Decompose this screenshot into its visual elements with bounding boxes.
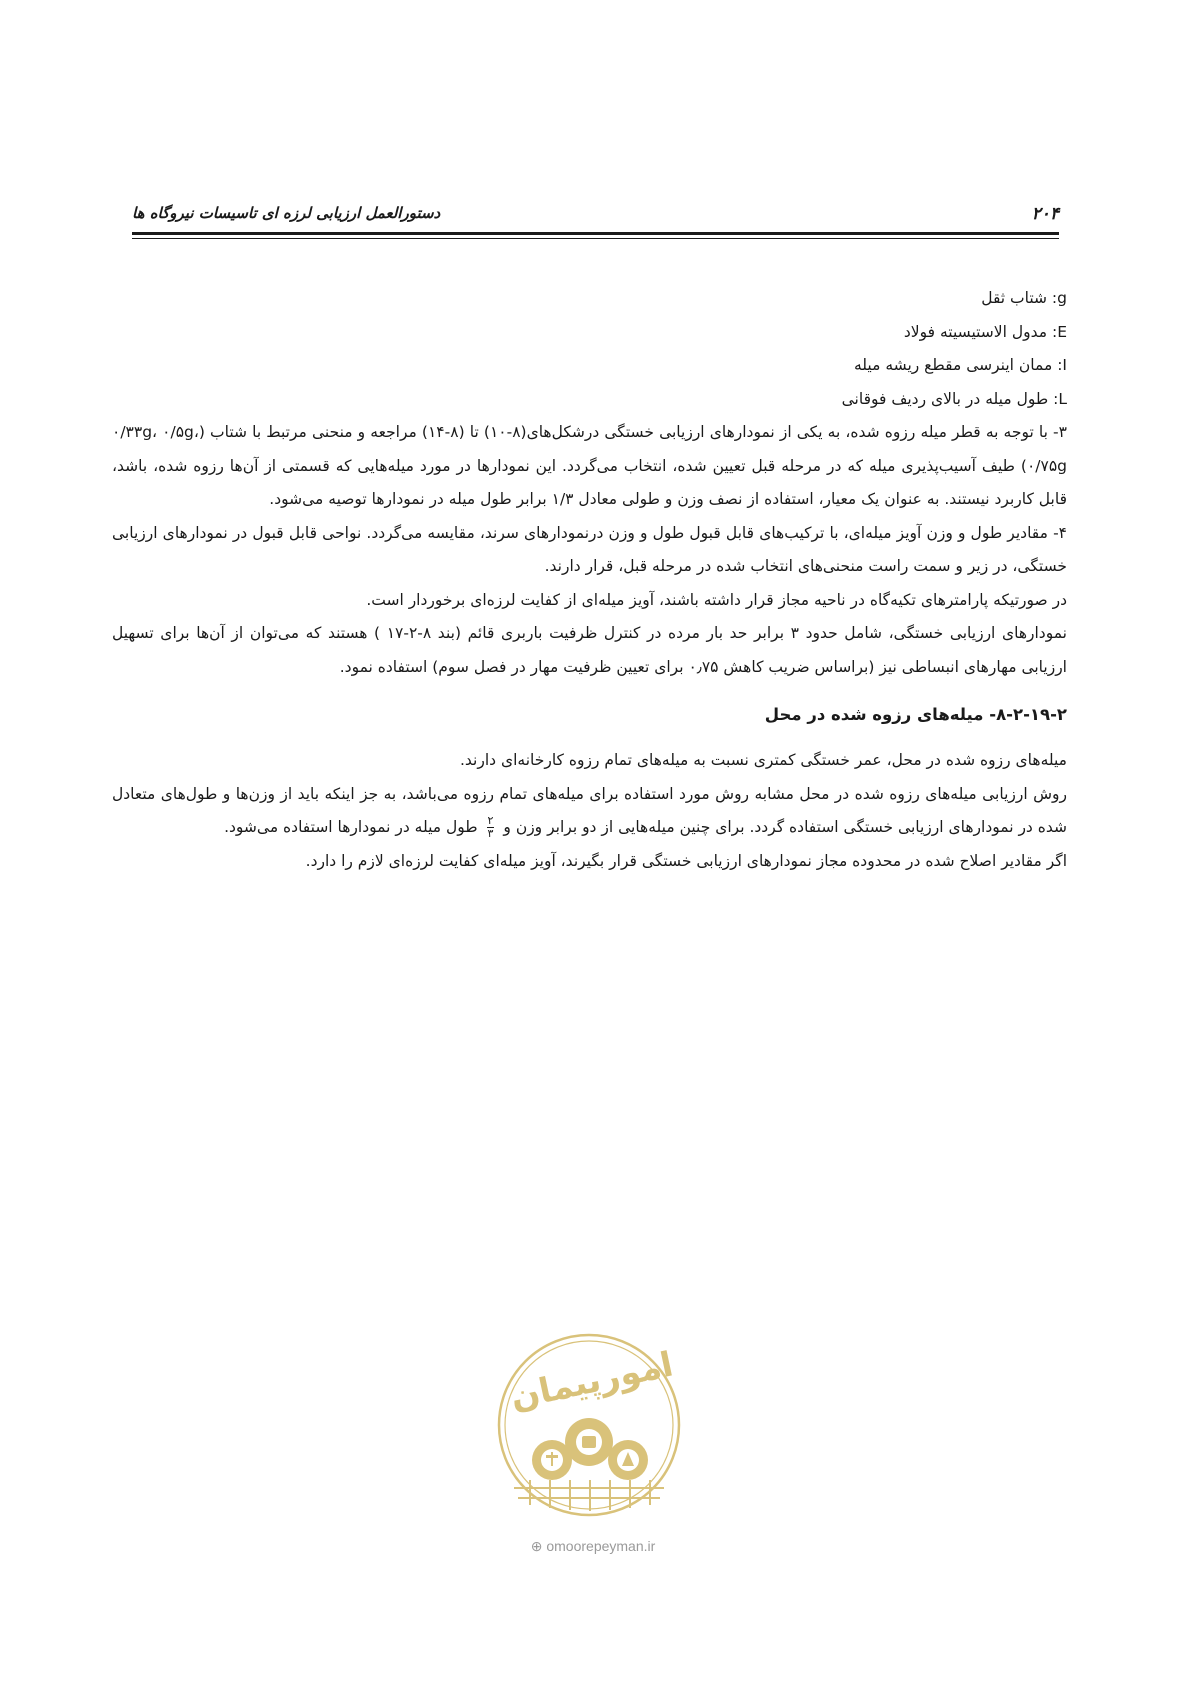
definition-e: E: مدول الاستیسیته فولاد (903, 322, 1067, 341)
fraction-denominator: ۳ (487, 827, 494, 840)
running-title: دستورالعمل ارزیابی لرزه ای تاسیسات نیروگاه ها (132, 204, 441, 222)
section-paragraph-2-start: روش ارزیابی میله‌های رزوه شده در محل مشابه روش مورد استفاده برای میله‌های تمام رزوه می‌باشد، به جز اینکه باید از وزن‌ها و طول‌های متعادل شده در نمودارهای ارزیابی خستگی استفاده گردد. برای چنین میله‌هایی از دو برابر وزن و (112, 784, 1067, 836)
paragraph-step-4: ۴- مقادیر طول و وزن آویز میله‌ای، با ترکیب‌های قابل قبول طول و وزن درنمودارهای سرند، مقایسه می‌گردد. نواحی قابل قبول در نمودارهای ارزیابی خستگی، در زیر و سمت راست منحنی‌های انتخاب شده در مرحله قبل، قرار دارند. (112, 523, 1067, 575)
section-paragraph-2-end: طول میله در نمودارها استفاده می‌شود. (224, 818, 478, 836)
page-number: ۲۰۴ (1031, 204, 1059, 224)
globe-icon: ⊕ (530, 1538, 543, 1554)
paragraph-fatigue-charts: نمودارهای ارزیابی خستگی، شامل حدود ۳ برابر حد بار مرده در کنترل ظرفیت باربری قائم (بند ۸-۲-۱۷ ) هستند که می‌توان از آن‌ها برای تسهیل ارزیابی مهارهای انبساطی نیز (براساس ضریب کاهش ۰٫۷۵ برای تعیین ظرفیت مهار در فصل سوم) استفاده نمود. (112, 624, 1067, 676)
header-rule-thin (132, 238, 1059, 239)
variable-definitions (112, 282, 1067, 416)
page-body (112, 282, 1067, 878)
fraction-two-thirds (487, 815, 495, 840)
section-paragraph-3: اگر مقادیر اصلاح شده در محدوده مجاز نمودارهای ارزیابی خستگی قرار بگیرند، آویز میله‌ای کفایت لرزه‌ای لازم را دارد. (305, 851, 1067, 870)
section-heading: ۸-۲-۱۹-۲- میله‌های رزوه شده در محل (764, 705, 1067, 724)
section-paragraph-2 (112, 778, 1067, 845)
fraction-numerator: ۲ (487, 814, 494, 827)
definition-i: I: ممان اینرسی مقطع ریشه میله (853, 356, 1067, 374)
paragraph-support-condition: در صورتیکه پارامترهای تکیه‌گاه در ناحیه مجاز قرار داشته باشند، آویز میله‌ای از کفایت لرزه‌ای برخوردار است. (366, 590, 1067, 609)
header-rule (132, 232, 1059, 235)
watermark-logo (494, 1330, 684, 1520)
definition-l: L: طول میله در بالای ردیف فوقانی (841, 389, 1067, 408)
logo-lettering: امورپیمان (506, 1344, 677, 1418)
seal-icon (494, 1330, 684, 1520)
paragraph-step-3: ۳- با توجه به قطر میله رزوه شده، به یکی از نمودارهای ارزیابی خستگی درشکل‌های(۸-۱۰) تا (۸-۱۴) مراجعه و منحنی مرتبط با شتاب (۰/۳۳g، ۰/۵g، ۰/۷۵g) طیف آسیب‌پذیری میله که در مرحله قبل تعیین شده، انتخاب می‌گردد. این نمودارها در مورد میله‌هایی که قسمتی از آن‌ها رزوه شده، باشد، قابل کاربرد نیستند. به عنوان یک معیار، استفاده از نصف وزن و طولی معادل ۱/۳ برابر طول میله در نمودارها توصیه می‌شود. (112, 423, 1067, 508)
page-header (132, 200, 1059, 230)
section-paragraph-1: میله‌های رزوه شده در محل، عمر خستگی کمتری نسبت به میله‌های تمام رزوه کارخانه‌ای دارند. (459, 751, 1067, 769)
watermark-website (488, 1538, 698, 1555)
website-url: omoorepeyman.ir (546, 1538, 656, 1554)
definition-g: g: شتاب ثقل (981, 289, 1067, 307)
